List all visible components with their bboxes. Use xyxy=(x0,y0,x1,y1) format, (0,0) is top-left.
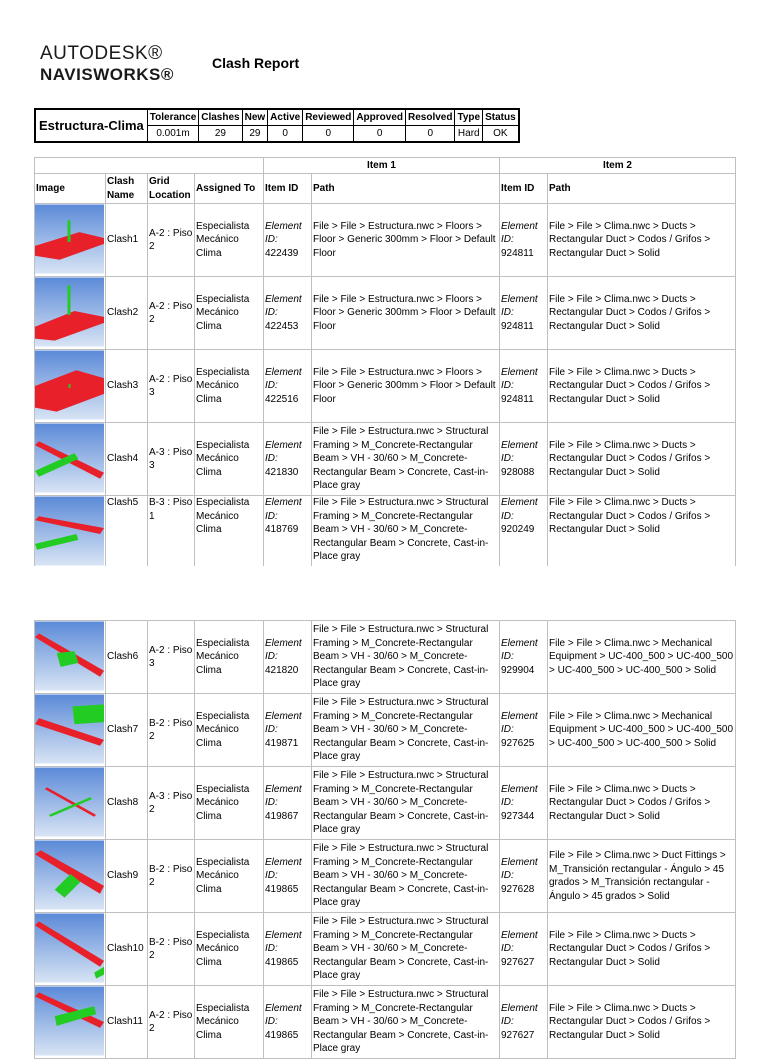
clash-thumbnail-image xyxy=(35,277,104,347)
summary-col-header: Approved xyxy=(354,109,406,126)
clash-name: Clash7 xyxy=(106,694,148,767)
item1-path: File > File > Estructura.nwc > Floors > Floor > Generic 300mm > Floor > Default Floor xyxy=(312,204,500,277)
item2-id xyxy=(500,694,548,767)
clash-name: Clash9 xyxy=(106,840,148,913)
element-id-label: Element ID: xyxy=(501,1002,538,1028)
item2-path: File > File > Clima.nwc > Ducts > Rectangular Duct > Codos / Grifos > Rectangular Duct > Solid xyxy=(548,350,736,423)
clash-row[interactable] xyxy=(35,986,736,1059)
item2-path: File > File > Clima.nwc > Ducts > Rectangular Duct > Codos / Grifos > Rectangular Duct > Solid xyxy=(548,767,736,840)
clash-row[interactable] xyxy=(35,423,736,496)
assigned-to: Especialista Mecánico Clima xyxy=(195,694,264,767)
clash-row[interactable] xyxy=(35,913,736,986)
clash-thumbnail-image xyxy=(35,913,104,983)
summary-value: 0 xyxy=(268,126,303,143)
element-id-value: 927344 xyxy=(501,810,535,822)
col-header-item2-path: Path xyxy=(548,174,736,204)
clash-thumbnail-image xyxy=(35,986,104,1056)
logo-line-1: AUTODESK® xyxy=(40,43,163,64)
clash-thumbnail-image xyxy=(35,423,104,493)
grid-location: A-2 : Piso 2 xyxy=(148,204,195,277)
assigned-to: Especialista Mecánico Clima xyxy=(195,350,264,423)
item1-id xyxy=(264,621,312,694)
item2-path: File > File > Clima.nwc > Ducts > Rectangular Duct > Codos / Grifos > Rectangular Duct > Solid xyxy=(548,496,736,569)
clash-name: Clash6 xyxy=(106,621,148,694)
summary-value: OK xyxy=(483,126,519,143)
clash-thumbnail-image xyxy=(35,496,104,566)
clash-thumbnail-image xyxy=(35,350,104,420)
logo-line-2: NAVISWORKS® xyxy=(40,65,174,84)
item2-path: File > File > Clima.nwc > Ducts > Rectangular Duct > Codos / Grifos > Rectangular Duct > Solid xyxy=(548,277,736,350)
clash-thumbnail-image xyxy=(35,694,104,764)
clash-image-cell xyxy=(35,496,106,569)
item2-path: File > File > Clima.nwc > Ducts > Rectangular Duct > Codos / Grifos > Rectangular Duct > Solid xyxy=(548,913,736,986)
element-id-label: Element ID: xyxy=(265,293,302,319)
item1-path: File > File > Estructura.nwc > Structural Framing > M_Concrete-Rectangular Beam > VH - 30/60 > M_Concrete-Rectangular Beam > Concrete, Cast-in-Place gray xyxy=(312,621,500,694)
clash-name: Clash4 xyxy=(106,423,148,496)
assigned-to: Especialista Mecánico Clima xyxy=(195,913,264,986)
summary-table xyxy=(34,108,520,143)
item2-path: File > File > Clima.nwc > Ducts > Rectangular Duct > Codos / Grifos > Rectangular Duct > Solid xyxy=(548,986,736,1059)
assigned-to: Especialista Mecánico Clima xyxy=(195,840,264,913)
grid-location: B-3 : Piso 1 xyxy=(148,496,195,569)
assigned-to: Especialista Mecánico Clima xyxy=(195,496,264,569)
summary-header-row xyxy=(35,109,519,126)
assigned-to: Especialista Mecánico Clima xyxy=(195,767,264,840)
item1-path: File > File > Estructura.nwc > Structural Framing > M_Concrete-Rectangular Beam > VH - 30/60 > M_Concrete-Rectangular Beam > Concrete, Cast-in-Place gray xyxy=(312,694,500,767)
clash-row[interactable] xyxy=(35,350,736,423)
summary-col-header: New xyxy=(242,109,268,126)
element-id-label: Element ID: xyxy=(265,856,302,882)
page-break-gap xyxy=(0,566,768,620)
clash-name: Clash3 xyxy=(106,350,148,423)
item2-id xyxy=(500,423,548,496)
group-header-item2: Item 2 xyxy=(500,158,736,174)
item1-path: File > File > Estructura.nwc > Structural Framing > M_Concrete-Rectangular Beam > VH - 30/60 > M_Concrete-Rectangular Beam > Concrete, Cast-in-Place gray xyxy=(312,767,500,840)
group-header-row xyxy=(35,158,736,174)
element-id-label: Element ID: xyxy=(501,783,538,809)
element-id-label: Element ID: xyxy=(265,1002,302,1028)
grid-location: B-2 : Piso 2 xyxy=(148,913,195,986)
element-id-label: Element ID: xyxy=(265,637,302,663)
test-name: Estructura-Clima xyxy=(35,109,147,142)
group-header-item1: Item 1 xyxy=(264,158,500,174)
element-id-value: 419865 xyxy=(265,883,299,895)
assigned-to: Especialista Mecánico Clima xyxy=(195,204,264,277)
clash-row[interactable] xyxy=(35,694,736,767)
clash-row[interactable] xyxy=(35,767,736,840)
element-id-value: 419871 xyxy=(265,737,299,749)
element-id-value: 929904 xyxy=(501,664,535,676)
grid-location: A-2 : Piso 3 xyxy=(148,621,195,694)
summary-col-header: Reviewed xyxy=(303,109,354,126)
element-id-value: 924811 xyxy=(501,393,534,405)
col-header-item2-id: Item ID xyxy=(500,174,548,204)
element-id-value: 924811 xyxy=(501,320,534,332)
clash-thumbnail-image xyxy=(35,767,104,837)
clash-name: Clash10 xyxy=(106,913,148,986)
element-id-label: Element ID: xyxy=(501,439,538,465)
element-id-label: Element ID: xyxy=(501,497,538,522)
summary-col-header: Type xyxy=(455,109,483,126)
item2-id xyxy=(500,204,548,277)
summary-value: Hard xyxy=(455,126,483,143)
item2-id xyxy=(500,913,548,986)
element-id-value: 927625 xyxy=(501,737,535,749)
clash-name: Clash2 xyxy=(106,277,148,350)
item2-id xyxy=(500,621,548,694)
element-id-label: Element ID: xyxy=(501,929,538,955)
clash-image-cell xyxy=(35,840,106,913)
grid-location: A-2 : Piso 2 xyxy=(148,277,195,350)
clash-image-cell xyxy=(35,277,106,350)
item2-path: File > File > Clima.nwc > Ducts > Rectangular Duct > Codos / Grifos > Rectangular Duct > Solid xyxy=(548,423,736,496)
clash-row[interactable] xyxy=(35,204,736,277)
item2-id xyxy=(500,767,548,840)
element-id-label: Element ID: xyxy=(501,637,538,663)
grid-location: A-3 : Piso 3 xyxy=(148,423,195,496)
clash-name: Clash5 xyxy=(106,496,148,569)
clash-thumbnail-image xyxy=(35,840,104,910)
item1-id xyxy=(264,350,312,423)
clash-name: Clash8 xyxy=(106,767,148,840)
item2-path: File > File > Clima.nwc > Mechanical Equipment > UC-400_500 > UC-400_500 > UC-400_500 > UC-400_500 > Solid xyxy=(548,621,736,694)
summary-value: 0 xyxy=(406,126,455,143)
clash-image-cell xyxy=(35,694,106,767)
assigned-to: Especialista Mecánico Clima xyxy=(195,621,264,694)
item1-id xyxy=(264,496,312,569)
clash-table-page-2 xyxy=(34,620,736,1059)
item2-path: File > File > Clima.nwc > Mechanical Equipment > UC-400_500 > UC-400_500 > UC-400_500 > UC-400_500 > Solid xyxy=(548,694,736,767)
clash-row[interactable] xyxy=(35,496,736,569)
element-id-value: 418769 xyxy=(265,524,299,535)
item2-id xyxy=(500,986,548,1059)
col-header-clash-name: Clash Name xyxy=(106,174,148,204)
element-id-value: 920249 xyxy=(501,524,535,535)
item2-id xyxy=(500,277,548,350)
grid-location: B-2 : Piso 2 xyxy=(148,694,195,767)
item2-id xyxy=(500,496,548,569)
col-header-item1-id: Item ID xyxy=(264,174,312,204)
clash-name: Clash11 xyxy=(106,986,148,1059)
clash-thumbnail-image xyxy=(35,621,104,691)
item1-id xyxy=(264,423,312,496)
group-header-blank xyxy=(35,158,264,174)
element-id-value: 422439 xyxy=(265,247,299,259)
element-id-label: Element ID: xyxy=(265,783,302,809)
summary-value: 0 xyxy=(354,126,406,143)
element-id-value: 421820 xyxy=(265,664,299,676)
clash-image-cell xyxy=(35,621,106,694)
clash-image-cell xyxy=(35,350,106,423)
element-id-value: 421830 xyxy=(265,466,299,478)
element-id-label: Element ID: xyxy=(265,710,302,736)
column-header-row xyxy=(35,174,736,204)
item1-path: File > File > Estructura.nwc > Floors > Floor > Generic 300mm > Floor > Default Floor xyxy=(312,350,500,423)
element-id-label: Element ID: xyxy=(265,220,302,246)
element-id-label: Element ID: xyxy=(265,497,302,522)
col-header-image: Image xyxy=(35,174,106,204)
element-id-value: 927628 xyxy=(501,883,535,895)
item1-id xyxy=(264,840,312,913)
item2-path: File > File > Clima.nwc > Duct Fittings > M_Transición rectangular - Ángulo > 45 grados > M_Transición rectangular - Ángulo > 45 grados > Solid xyxy=(548,840,736,913)
item1-path: File > File > Estructura.nwc > Structural Framing > M_Concrete-Rectangular Beam > VH - 30/60 > M_Concrete-Rectangular Beam > Concrete, Cast-in-Place gray xyxy=(312,423,500,496)
element-id-label: Element ID: xyxy=(501,220,538,246)
clash-image-cell xyxy=(35,423,106,496)
summary-value: 0.001m xyxy=(147,126,199,143)
summary-value: 0 xyxy=(303,126,354,143)
item2-id xyxy=(500,350,548,423)
clash-row[interactable] xyxy=(35,840,736,913)
element-id-value: 419865 xyxy=(265,956,299,968)
clash-row[interactable] xyxy=(35,277,736,350)
report-title: Clash Report xyxy=(212,55,300,71)
item1-id xyxy=(264,694,312,767)
item1-id xyxy=(264,277,312,350)
element-id-value: 927627 xyxy=(501,1029,535,1041)
grid-location: A-2 : Piso 2 xyxy=(148,986,195,1059)
autodesk-navisworks-logo xyxy=(40,44,174,83)
item1-path: File > File > Estructura.nwc > Structural Framing > M_Concrete-Rectangular Beam > VH - 30/60 > M_Concrete-Rectangular Beam > Concrete, Cast-in-Place gray xyxy=(312,986,500,1059)
item1-path: File > File > Estructura.nwc > Structural Framing > M_Concrete-Rectangular Beam > VH - 30/60 > M_Concrete-Rectangular Beam > Concrete, Cast-in-Place gray xyxy=(312,840,500,913)
item2-path: File > File > Clima.nwc > Ducts > Rectangular Duct > Codos / Grifos > Rectangular Duct > Solid xyxy=(548,204,736,277)
grid-location: B-2 : Piso 2 xyxy=(148,840,195,913)
clash-image-cell xyxy=(35,986,106,1059)
element-id-label: Element ID: xyxy=(501,856,538,882)
summary-value: 29 xyxy=(199,126,242,143)
clash-table-page-1 xyxy=(34,157,736,569)
summary-col-header: Clashes xyxy=(199,109,242,126)
element-id-value: 419867 xyxy=(265,810,299,822)
item1-id xyxy=(264,986,312,1059)
element-id-label: Element ID: xyxy=(501,366,538,392)
grid-location: A-3 : Piso 2 xyxy=(148,767,195,840)
element-id-value: 422453 xyxy=(265,320,299,332)
element-id-label: Element ID: xyxy=(501,293,538,319)
element-id-value: 927627 xyxy=(501,956,535,968)
item1-path: File > File > Estructura.nwc > Structural Framing > M_Concrete-Rectangular Beam > VH - 30/60 > M_Concrete-Rectangular Beam > Concrete, Cast-in-Place gray xyxy=(312,496,500,569)
element-id-label: Element ID: xyxy=(265,439,302,465)
element-id-label: Element ID: xyxy=(265,929,302,955)
element-id-value: 422516 xyxy=(265,393,299,405)
element-id-label: Element ID: xyxy=(265,366,302,392)
item2-id xyxy=(500,840,548,913)
item1-id xyxy=(264,913,312,986)
summary-col-header: Tolerance xyxy=(147,109,199,126)
clash-name: Clash1 xyxy=(106,204,148,277)
col-header-item1-path: Path xyxy=(312,174,500,204)
item1-path: File > File > Estructura.nwc > Structural Framing > M_Concrete-Rectangular Beam > VH - 30/60 > M_Concrete-Rectangular Beam > Concrete, Cast-in-Place gray xyxy=(312,913,500,986)
element-id-label: Element ID: xyxy=(501,710,538,736)
col-header-assigned-to: Assigned To xyxy=(195,174,264,204)
assigned-to: Especialista Mecánico Clima xyxy=(195,423,264,496)
item1-path: File > File > Estructura.nwc > Floors > Floor > Generic 300mm > Floor > Default Floor xyxy=(312,277,500,350)
item1-id xyxy=(264,204,312,277)
grid-location: A-2 : Piso 3 xyxy=(148,350,195,423)
element-id-value: 928088 xyxy=(501,466,535,478)
assigned-to: Especialista Mecánico Clima xyxy=(195,986,264,1059)
element-id-value: 924811 xyxy=(501,247,534,259)
clash-image-cell xyxy=(35,913,106,986)
assigned-to: Especialista Mecánico Clima xyxy=(195,277,264,350)
clash-thumbnail-image xyxy=(35,204,104,274)
summary-col-header: Active xyxy=(268,109,303,126)
summary-col-header: Status xyxy=(483,109,519,126)
summary-value: 29 xyxy=(242,126,268,143)
summary-col-header: Resolved xyxy=(406,109,455,126)
clash-image-cell xyxy=(35,204,106,277)
clash-image-cell xyxy=(35,767,106,840)
col-header-grid-location: Grid Location xyxy=(148,174,195,204)
element-id-value: 419865 xyxy=(265,1029,299,1041)
clash-row[interactable] xyxy=(35,621,736,694)
item1-id xyxy=(264,767,312,840)
